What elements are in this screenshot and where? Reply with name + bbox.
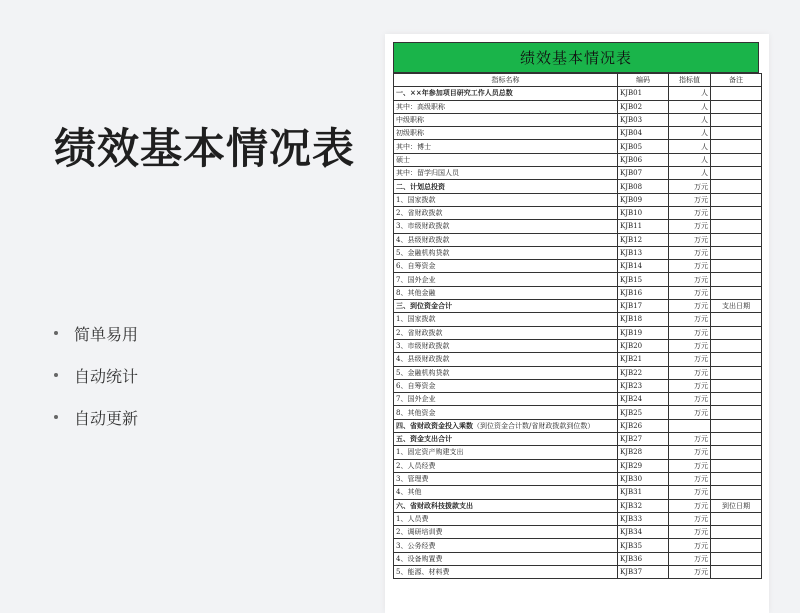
indicator-unit: 万元 <box>669 339 711 352</box>
indicator-note <box>711 326 762 339</box>
indicator-note <box>711 286 762 299</box>
indicator-unit: 万元 <box>669 193 711 206</box>
indicator-name <box>394 220 618 233</box>
indicator-note <box>711 353 762 366</box>
indicator-name-text: 7、国外企业 <box>396 275 436 284</box>
indicator-unit: 万元 <box>669 393 711 406</box>
indicator-name <box>394 433 618 446</box>
indicator-code: KJB31 <box>618 486 669 499</box>
table-row <box>394 472 762 485</box>
indicator-unit: 万元 <box>669 313 711 326</box>
indicator-unit: 万元 <box>669 233 711 246</box>
indicator-code: KJB06 <box>618 153 669 166</box>
table-row <box>394 512 762 525</box>
indicator-code: KJB27 <box>618 433 669 446</box>
indicator-unit: 万元 <box>669 180 711 193</box>
table-row <box>394 366 762 379</box>
indicator-name <box>394 140 618 153</box>
indicator-note <box>711 167 762 180</box>
indicator-note <box>711 539 762 552</box>
indicator-name-text: 四、省财政资金投入乘数 <box>396 420 473 430</box>
sheet-title: 绩效基本情况表 <box>393 42 759 73</box>
table-row <box>394 393 762 406</box>
indicator-unit: 人 <box>669 100 711 113</box>
indicator-name-text: 2、省财政拨款 <box>396 209 443 218</box>
indicator-code: KJB11 <box>618 220 669 233</box>
indicator-name <box>394 512 618 525</box>
indicator-unit: 人 <box>669 167 711 180</box>
indicator-code: KJB19 <box>618 326 669 339</box>
indicator-name <box>394 167 618 180</box>
indicator-code: KJB07 <box>618 167 669 180</box>
indicator-code: KJB22 <box>618 366 669 379</box>
indicator-name <box>394 300 618 313</box>
table-row <box>394 286 762 299</box>
table-row <box>394 300 762 313</box>
feature-item <box>54 396 138 438</box>
table-row <box>394 233 762 246</box>
indicator-name <box>394 499 618 512</box>
indicator-name-text: 二、计划总投资 <box>396 181 445 191</box>
indicator-name <box>394 526 618 539</box>
indicator-unit: 人 <box>669 127 711 140</box>
header-name: 指标名称 <box>394 74 618 87</box>
table-row <box>394 206 762 219</box>
indicator-note <box>711 206 762 219</box>
table-row <box>394 446 762 459</box>
indicator-unit: 万元 <box>669 353 711 366</box>
indicator-unit: 万元 <box>669 286 711 299</box>
indicator-note <box>711 246 762 259</box>
indicator-name-text: 5、能源、材料费 <box>396 568 450 577</box>
feature-label: 自动统计 <box>74 366 139 386</box>
indicator-name <box>394 153 618 166</box>
indicator-note <box>711 180 762 193</box>
indicator-name <box>394 260 618 273</box>
table-row <box>394 180 762 193</box>
indicator-name-text: 8、其他金融 <box>396 288 436 297</box>
indicator-name-text: 3、市级财政拨款 <box>396 342 450 351</box>
indicator-unit: 万元 <box>669 472 711 485</box>
indicator-note <box>711 273 762 286</box>
indicator-unit: 万元 <box>669 379 711 392</box>
indicator-name-text: 三、到位资金合计 <box>396 301 452 311</box>
indicator-name <box>394 459 618 472</box>
indicator-note <box>711 153 762 166</box>
indicator-name-text: 初级职称 <box>396 129 424 138</box>
indicator-code: KJB25 <box>618 406 669 419</box>
table-row <box>394 153 762 166</box>
indicator-name <box>394 206 618 219</box>
spreadsheet-preview <box>385 34 769 613</box>
indicator-note <box>711 406 762 419</box>
table-row <box>394 326 762 339</box>
indicator-name <box>394 127 618 140</box>
indicator-note <box>711 472 762 485</box>
indicator-unit: 万元 <box>669 433 711 446</box>
indicator-note <box>711 446 762 459</box>
indicator-note <box>711 552 762 565</box>
indicator-note <box>711 100 762 113</box>
indicator-note <box>711 393 762 406</box>
indicator-name-text: 4、县级财政拨款 <box>396 355 450 364</box>
indicator-name <box>394 286 618 299</box>
indicator-unit: 万元 <box>669 406 711 419</box>
indicator-code: KJB33 <box>618 512 669 525</box>
indicator-table <box>393 73 762 579</box>
indicator-name-text: 3、市级财政拨款 <box>396 222 450 231</box>
table-row <box>394 565 762 578</box>
indicator-unit: 人 <box>669 113 711 126</box>
bullet-icon <box>54 373 58 377</box>
indicator-name-text: 5、金融机构贷款 <box>396 368 450 377</box>
indicator-name <box>394 313 618 326</box>
indicator-note <box>711 220 762 233</box>
indicator-note <box>711 260 762 273</box>
indicator-note <box>711 339 762 352</box>
table-row <box>394 100 762 113</box>
indicator-note: 支出日期 <box>711 300 762 313</box>
indicator-name <box>394 366 618 379</box>
table-header-row <box>394 74 762 87</box>
indicator-unit: 万元 <box>669 526 711 539</box>
table-row <box>394 539 762 552</box>
indicator-name-text: 其中：留学归国人员 <box>396 169 459 178</box>
indicator-name-text: 五、资金支出合计 <box>396 434 452 444</box>
indicator-unit: 万元 <box>669 486 711 499</box>
table-row <box>394 127 762 140</box>
table-row <box>394 113 762 126</box>
indicator-unit: 人 <box>669 153 711 166</box>
indicator-name-text: 其中：高级职称 <box>396 102 445 111</box>
indicator-unit: 万元 <box>669 220 711 233</box>
indicator-name <box>394 180 618 193</box>
indicator-name <box>394 446 618 459</box>
bullet-icon <box>54 331 58 335</box>
indicator-name <box>394 406 618 419</box>
table-row <box>394 459 762 472</box>
indicator-name-text: 7、国外企业 <box>396 395 436 404</box>
indicator-unit: 人 <box>669 140 711 153</box>
table-row <box>394 406 762 419</box>
indicator-code: KJB10 <box>618 206 669 219</box>
indicator-code: KJB18 <box>618 313 669 326</box>
indicator-note <box>711 87 762 100</box>
indicator-unit: 万元 <box>669 446 711 459</box>
indicator-code: KJB17 <box>618 300 669 313</box>
indicator-code: KJB01 <box>618 87 669 100</box>
indicator-code: KJB35 <box>618 539 669 552</box>
indicator-name-text: 1、人员费 <box>396 514 429 523</box>
indicator-code: KJB26 <box>618 419 669 432</box>
table-row <box>394 140 762 153</box>
indicator-unit <box>669 419 711 432</box>
indicator-name-text: 1、固定资产购建支出 <box>396 448 464 457</box>
indicator-name-text: 5、金融机构贷款 <box>396 249 450 257</box>
indicator-name <box>394 339 618 352</box>
table-row <box>394 433 762 446</box>
indicator-note <box>711 512 762 525</box>
indicator-note <box>711 565 762 578</box>
page-title: 绩效基本情况表 <box>54 124 356 173</box>
indicator-note <box>711 419 762 432</box>
indicator-note <box>711 113 762 126</box>
indicator-unit: 万元 <box>669 565 711 578</box>
indicator-name <box>394 539 618 552</box>
indicator-code: KJB23 <box>618 379 669 392</box>
bullet-icon <box>54 415 58 419</box>
table-row <box>394 499 762 512</box>
table-row <box>394 552 762 565</box>
indicator-unit: 万元 <box>669 246 711 259</box>
feature-label: 自动更新 <box>74 408 139 428</box>
indicator-name <box>394 379 618 392</box>
indicator-name-text: 硕士 <box>396 155 410 164</box>
header-note: 备注 <box>711 74 762 87</box>
indicator-name-text: 2、人员经费 <box>396 461 436 470</box>
indicator-name <box>394 233 618 246</box>
indicator-code: KJB04 <box>618 127 669 140</box>
indicator-unit: 万元 <box>669 260 711 273</box>
indicator-name-note: （到位资金合计数/省财政拨款到位数） <box>473 421 595 430</box>
indicator-code: KJB15 <box>618 273 669 286</box>
indicator-unit: 万元 <box>669 552 711 565</box>
feature-label: 简单易用 <box>74 324 139 344</box>
indicator-note <box>711 433 762 446</box>
indicator-unit: 万元 <box>669 366 711 379</box>
indicator-code: KJB29 <box>618 459 669 472</box>
table-row <box>394 273 762 286</box>
indicator-name-text: 六、省财政科技拨款支出 <box>396 500 473 510</box>
indicator-unit: 万元 <box>669 459 711 472</box>
indicator-code: KJB03 <box>618 113 669 126</box>
table-row <box>394 220 762 233</box>
indicator-code: KJB14 <box>618 260 669 273</box>
indicator-name <box>394 246 618 259</box>
indicator-code: KJB09 <box>618 193 669 206</box>
indicator-name <box>394 113 618 126</box>
indicator-code: KJB16 <box>618 286 669 299</box>
indicator-name-text: 中级职称 <box>396 116 424 125</box>
table-body <box>394 87 762 579</box>
indicator-name-text: 4、设备购置费 <box>396 554 443 563</box>
indicator-unit: 万元 <box>669 499 711 512</box>
indicator-note <box>711 313 762 326</box>
indicator-name <box>394 472 618 485</box>
indicator-unit: 万元 <box>669 512 711 525</box>
indicator-name-text: 3、管理费 <box>396 475 429 484</box>
table-row <box>394 167 762 180</box>
indicator-note <box>711 526 762 539</box>
indicator-name-text: 1、国家拨款 <box>396 315 436 324</box>
indicator-name-text: 2、省财政拨款 <box>396 328 443 337</box>
indicator-name-text: 3、公务经费 <box>396 541 436 550</box>
indicator-code: KJB30 <box>618 472 669 485</box>
indicator-code: KJB28 <box>618 446 669 459</box>
indicator-note <box>711 140 762 153</box>
indicator-note <box>711 459 762 472</box>
indicator-name-text: 4、其他 <box>396 488 422 497</box>
table-row <box>394 526 762 539</box>
indicator-name <box>394 87 618 100</box>
indicator-unit: 万元 <box>669 326 711 339</box>
table-row <box>394 419 762 432</box>
indicator-code: KJB24 <box>618 393 669 406</box>
indicator-code: KJB12 <box>618 233 669 246</box>
indicator-code: KJB32 <box>618 499 669 512</box>
indicator-name-text: 4、县级财政拨款 <box>396 235 450 244</box>
indicator-name <box>394 552 618 565</box>
indicator-code: KJB37 <box>618 565 669 578</box>
table-row <box>394 486 762 499</box>
indicator-name-text: 8、其他资金 <box>396 408 436 417</box>
table-row <box>394 246 762 259</box>
indicator-code: KJB34 <box>618 526 669 539</box>
indicator-name-text: 1、国家拨款 <box>396 195 436 204</box>
indicator-unit: 万元 <box>669 300 711 313</box>
table-row <box>394 379 762 392</box>
table-row <box>394 353 762 366</box>
indicator-name <box>394 100 618 113</box>
indicator-code: KJB05 <box>618 140 669 153</box>
indicator-name-text: 一、××年参加项目研究工作人员总数 <box>396 88 513 98</box>
indicator-name <box>394 273 618 286</box>
indicator-name <box>394 393 618 406</box>
indicator-name <box>394 353 618 366</box>
feature-item <box>54 312 138 354</box>
indicator-name-text: 6、自筹资金 <box>396 262 436 271</box>
indicator-name <box>394 419 618 432</box>
indicator-note: 到位日期 <box>711 499 762 512</box>
indicator-unit: 人 <box>669 87 711 100</box>
indicator-code: KJB20 <box>618 339 669 352</box>
table-row <box>394 339 762 352</box>
indicator-name-text: 其中：博士 <box>396 142 431 151</box>
indicator-name-text: 6、自筹资金 <box>396 381 436 390</box>
table-row <box>394 313 762 326</box>
indicator-name <box>394 486 618 499</box>
indicator-note <box>711 379 762 392</box>
indicator-code: KJB02 <box>618 100 669 113</box>
table-row <box>394 193 762 206</box>
feature-item <box>54 354 138 396</box>
indicator-note <box>711 127 762 140</box>
header-code: 编码 <box>618 74 669 87</box>
indicator-unit: 万元 <box>669 273 711 286</box>
indicator-note <box>711 193 762 206</box>
indicator-name <box>394 326 618 339</box>
indicator-code: KJB21 <box>618 353 669 366</box>
indicator-code: KJB13 <box>618 246 669 259</box>
table-row <box>394 87 762 100</box>
indicator-note <box>711 366 762 379</box>
indicator-name-text: 2、调研培训费 <box>396 528 443 537</box>
indicator-unit: 万元 <box>669 206 711 219</box>
feature-list <box>54 312 138 438</box>
header-value: 指标值 <box>669 74 711 87</box>
indicator-code: KJB36 <box>618 552 669 565</box>
indicator-note <box>711 486 762 499</box>
indicator-name <box>394 193 618 206</box>
indicator-code: KJB08 <box>618 180 669 193</box>
indicator-note <box>711 233 762 246</box>
table-row <box>394 260 762 273</box>
indicator-name <box>394 565 618 578</box>
indicator-unit: 万元 <box>669 539 711 552</box>
